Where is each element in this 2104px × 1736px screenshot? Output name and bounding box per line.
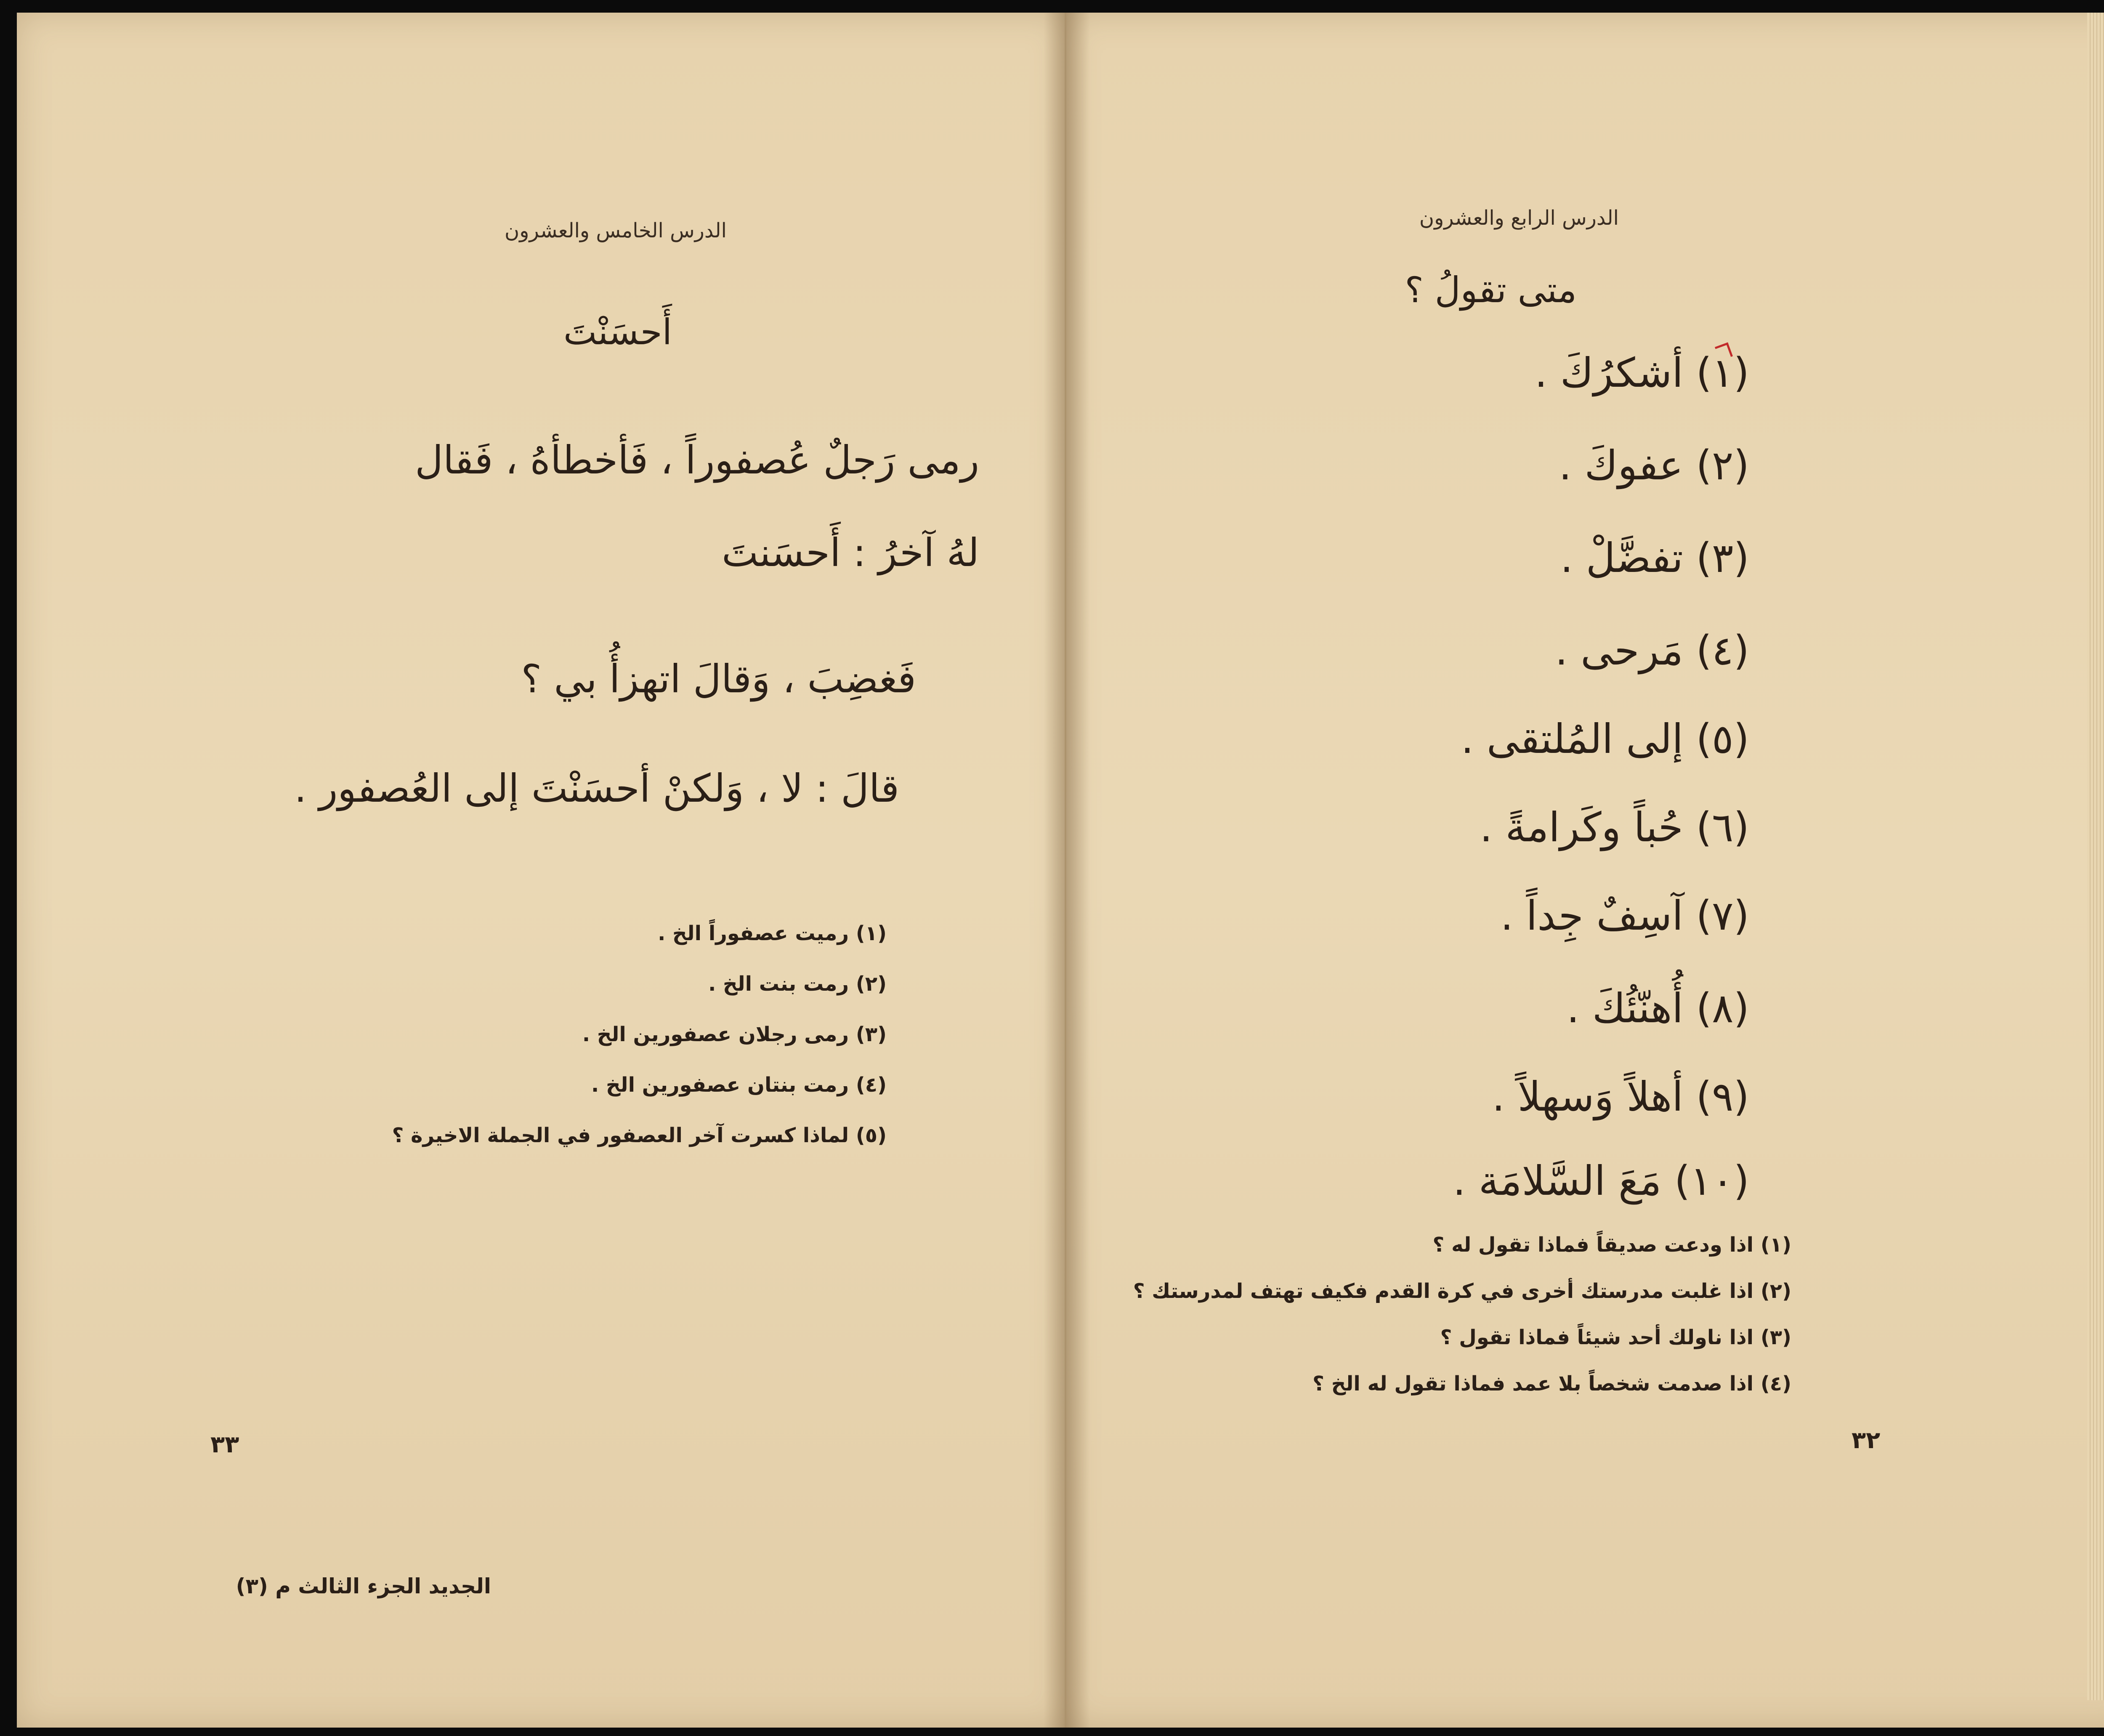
question-item: (٢) اذا غلبت مدرستك أخرى في كرة القدم فكيف تهتف لمدرستك ؟ xyxy=(1133,1279,1791,1303)
phrase-item: (١٠) مَعَ السَّلامَة . xyxy=(1453,1157,1749,1204)
phrase-item: (٤) مَرحى . xyxy=(1555,627,1749,674)
page-footer: الجديد الجزء الثالث م (٣) xyxy=(236,1574,491,1598)
phrase-item: (١) أشكرُكَ . xyxy=(1534,349,1749,396)
page-edges xyxy=(2087,13,2104,1700)
story-line: قالَ : لا ، وَلكنْ أحسَنْتَ إلى العُصفور . xyxy=(294,766,899,811)
exercise-item: (١) رميت عصفوراً الخ . xyxy=(658,922,887,945)
right-page xyxy=(1066,13,2104,1728)
exercise-item: (٥) لماذا كسرت آخر العصفور في الجملة الاخيرة ؟ xyxy=(392,1124,887,1147)
phrase-item: (٨) أُهنّئُكَ . xyxy=(1566,985,1749,1032)
phrase-item: (٣) تفضَّلْ . xyxy=(1560,534,1749,582)
story-line: فَغضِبَ ، وَقالَ اتهزأُ بي ؟ xyxy=(521,657,916,702)
lesson-title: الدرس الخامس والعشرون xyxy=(505,219,727,242)
page-number: ٣٢ xyxy=(1852,1427,1881,1454)
page-number: ٣٣ xyxy=(210,1431,239,1458)
phrase-item: (٢) عفوكَ . xyxy=(1559,442,1749,489)
lesson-heading: متى تقولُ ؟ xyxy=(1405,269,1577,311)
book-gutter xyxy=(1044,13,1090,1728)
lesson-heading: أَحسَنْتَ xyxy=(563,311,672,353)
phrase-item: (٩) أهلاً وَسهلاً . xyxy=(1492,1073,1749,1120)
exercise-item: (٢) رمت بنت الخ . xyxy=(708,972,887,996)
question-item: (٤) اذا صدمت شخصاً بلا عمد فماذا تقول له الخ ؟ xyxy=(1312,1372,1791,1396)
lesson-title: الدرس الرابع والعشرون xyxy=(1419,206,1619,230)
open-book xyxy=(17,13,2104,1728)
phrase-item: (٦) حُباً وكَرامةً . xyxy=(1480,804,1749,851)
exercise-item: (٣) رمى رجلان عصفورين الخ . xyxy=(582,1023,887,1046)
question-item: (١) اذا ودعت صديقاً فماذا تقول له ؟ xyxy=(1432,1233,1791,1257)
left-page xyxy=(17,13,1066,1728)
phrase-item: (٥) إلى المُلتقى . xyxy=(1461,715,1749,763)
exercise-item: (٤) رمت بنتان عصفورين الخ . xyxy=(591,1073,887,1097)
story-line: رمى رَجلٌ عُصفوراً ، فَأخطأهُ ، فَقال xyxy=(415,438,979,483)
phrase-item: (٧) آسِفٌ جِداً . xyxy=(1500,892,1749,939)
story-line: لهُ آخرُ : أَحسَنتَ xyxy=(722,530,979,575)
question-item: (٣) اذا ناولك أحد شيئاً فماذا تقول ؟ xyxy=(1440,1326,1791,1349)
